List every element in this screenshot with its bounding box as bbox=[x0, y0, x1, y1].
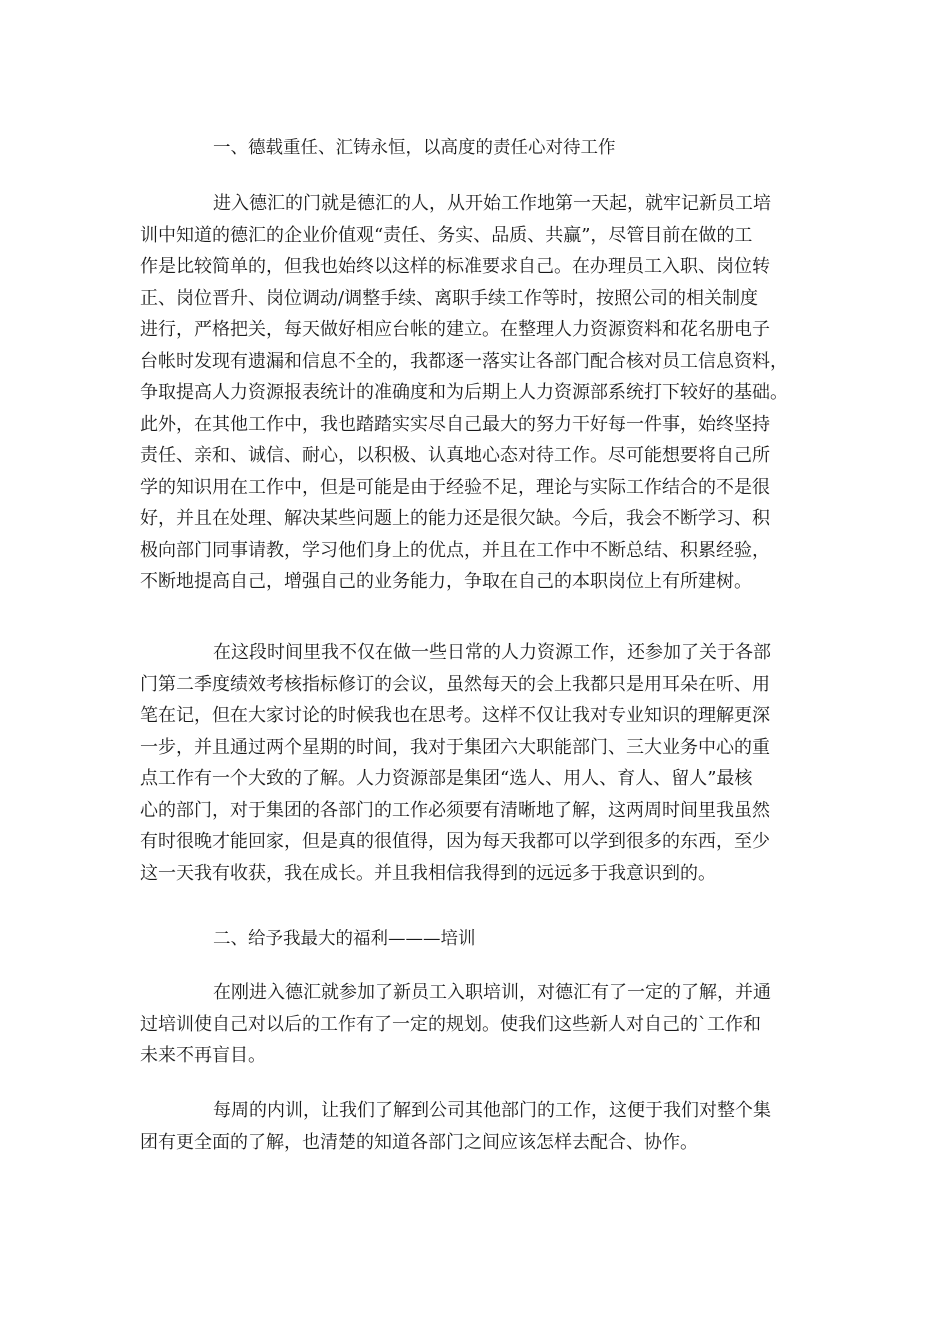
section-heading-1: 一、德载重任、汇铸永恒，以高度的责任心对待工作 bbox=[213, 138, 616, 158]
paragraph-3 bbox=[140, 977, 820, 1072]
paragraph-line: 在刚进入德汇就参加了新员工入职培训，对德汇有了一定的了解，并通 bbox=[213, 982, 771, 1003]
paragraph-line: 点工作有一个大致的了解。人力资源部是集团“选人、用人、育人、留人”最核 bbox=[140, 768, 753, 789]
paragraph-line: 作是比较简单的，但我也始终以这样的标准要求自己。在办理员工入职、岗位转 bbox=[140, 256, 770, 277]
paragraph-line: 争取提高人力资源报表统计的准确度和为后期上人力资源部系统打下较好的基础。 bbox=[140, 382, 788, 403]
paragraph-line: 好，并且在处理、解决某些问题上的能力还是很欠缺。今后，我会不断学习、积 bbox=[140, 508, 770, 529]
paragraph-line: 此外，在其他工作中，我也踏踏实实尽自己最大的努力干好每一件事，始终坚持 bbox=[140, 413, 770, 435]
paragraph-line: 学的知识用在工作中，但是可能是由于经验不足，理论与实际工作结合的不是很 bbox=[140, 476, 770, 498]
paragraph-line: 台帐时发现有遗漏和信息不全的，我都逐一落实让各部门配合核对员工信息资料， bbox=[140, 350, 788, 372]
paragraph-line: 笔在记，但在大家讨论的时候我也在思考。这样不仅让我对专业知识的理解更深 bbox=[140, 705, 770, 726]
paragraph-line: 进入德汇的门就是德汇的人，从开始工作地第一天起，就牢记新员工培 bbox=[213, 193, 771, 214]
paragraph-line: 这一天我有收获，我在成长。并且我相信我得到的远远多于我意识到的。 bbox=[140, 862, 716, 884]
paragraph-line: 在这段时间里我不仅在做一些日常的人力资源工作，还参加了关于各部 bbox=[213, 642, 771, 663]
paragraph-line: 有时很晚才能回家，但是真的很值得，因为每天我都可以学到很多的东西，至少 bbox=[140, 831, 770, 852]
paragraph-line: 责任、亲和、诚信、耐心，以积极、认真地心态对待工作。尽可能想要将自己所 bbox=[140, 445, 770, 466]
paragraph-1 bbox=[140, 188, 820, 598]
paragraph-line: 门第二季度绩效考核指标修订的会议，虽然每天的会上我都只是用耳朵在听、用 bbox=[140, 673, 770, 695]
paragraph-4 bbox=[140, 1095, 820, 1158]
paragraph-line: 正、岗位晋升、岗位调动/调整手续、离职手续工作等时，按照公司的相关制度 bbox=[140, 287, 759, 309]
paragraph-line: 不断地提高自己，增强自己的业务能力，争取在自己的本职岗位上有所建树。 bbox=[140, 571, 752, 592]
paragraph-line: 过培训使自己对以后的工作有了一定的规划。使我们这些新人对自己的`工作和 bbox=[140, 1013, 761, 1035]
paragraph-line: 极向部门同事请教，学习他们身上的优点，并且在工作中不断总结、积累经验， bbox=[140, 539, 770, 561]
paragraph-line: 团有更全面的了解，也清楚的知道各部门之间应该怎样去配合、协作。 bbox=[140, 1131, 698, 1153]
paragraph-line: 未来不再盲目。 bbox=[140, 1045, 266, 1066]
section-heading-2: 二、给予我最大的福利———培训 bbox=[213, 929, 476, 949]
paragraph-2 bbox=[140, 637, 820, 889]
paragraph-line: 训中知道的德汇的企业价值观“责任、务实、品质、共赢”，尽管目前在做的工 bbox=[140, 224, 753, 246]
paragraph-line: 一步，并且通过两个星期的时间，我对于集团六大职能部门、三大业务中心的重 bbox=[140, 736, 770, 758]
paragraph-line: 心的部门，对于集团的各部门的工作必须要有清晰地了解，这两周时间里我虽然 bbox=[140, 799, 770, 821]
paragraph-line: 每周的内训，让我们了解到公司其他部门的工作，这便于我们对整个集 bbox=[213, 1100, 771, 1121]
paragraph-line: 进行，严格把关，每天做好相应台帐的建立。在整理人力资源资料和花名册电子 bbox=[140, 319, 770, 340]
